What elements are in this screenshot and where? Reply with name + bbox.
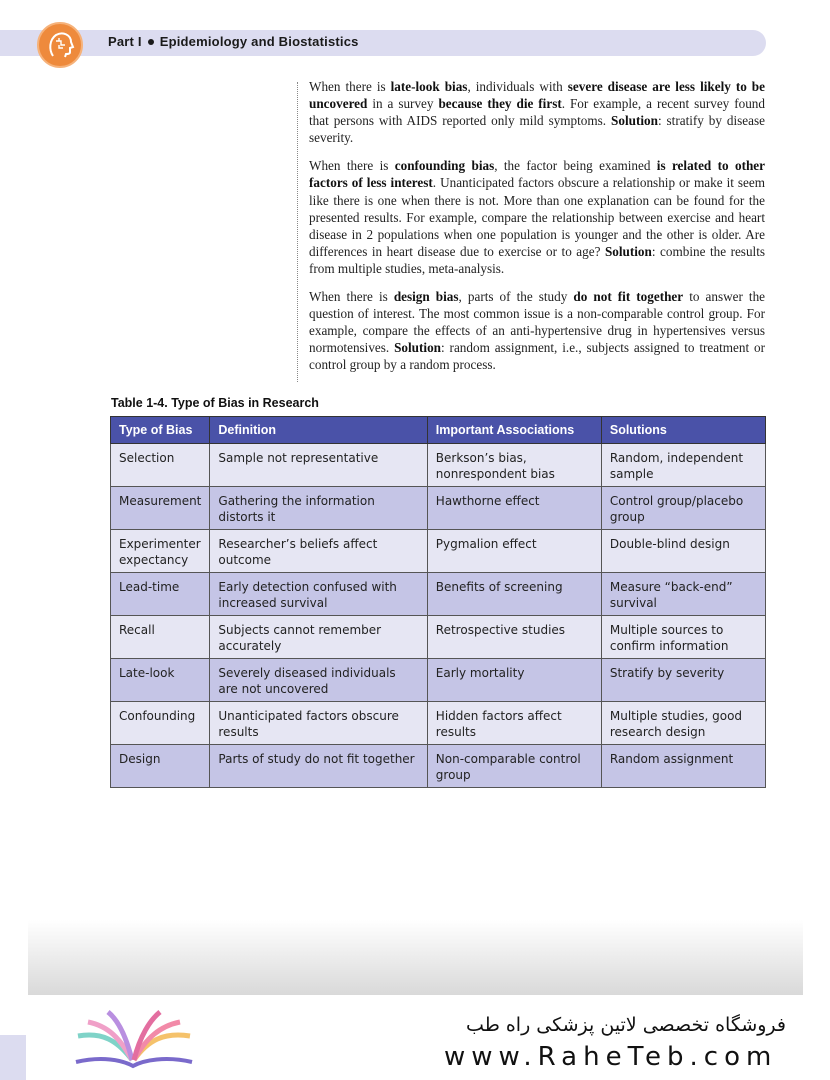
bias-table: [110, 416, 766, 788]
bold-text: Solution: [604, 243, 652, 259]
open-book-logo-svg: [72, 1010, 196, 1070]
text-run: , parts of the study: [458, 289, 574, 305]
table-cell: Hidden factors affect results: [427, 702, 601, 745]
table-cell: Design: [111, 745, 210, 788]
text-run: to answer the question of interest. The most common issue is a non-comparable control group. For example, compare the effects of an anti-hypertensive drug in hypertensives versus normotensives.: [309, 289, 766, 356]
body-paragraph: [309, 78, 765, 146]
table-cell: Recall: [111, 616, 210, 659]
bold-text: late-look bias: [390, 79, 468, 94]
text-run: When there is: [309, 158, 395, 174]
table-row: [111, 444, 766, 487]
bold-text: severe disease are less likely to be uncovered: [309, 79, 765, 112]
table-row: [111, 530, 766, 573]
table-header-cell: Important Associations: [427, 417, 601, 444]
text-run: . For example, a recent survey found that persons with AIDS reported only mild symptoms.: [309, 96, 765, 129]
table-cell: Gathering the information distorts it: [210, 487, 427, 530]
table-body: [111, 444, 766, 788]
text-run: : combine the results from multiple studies, meta-analysis.: [309, 243, 765, 276]
text-run: : stratify by disease severity.: [309, 113, 765, 146]
table-cell: Experimenter expectancy: [111, 530, 210, 573]
header-part: Part I: [108, 34, 142, 49]
table-cell: Selection: [111, 444, 210, 487]
footer-fade: [28, 920, 803, 995]
running-header: [108, 34, 359, 49]
margin-rule: [297, 82, 298, 382]
table-cell: Benefits of screening: [427, 573, 601, 616]
bold-text: Solution: [611, 113, 658, 129]
head-brain-icon: [37, 22, 83, 68]
table-cell: Confounding: [111, 702, 210, 745]
table-cell: Stratify by severity: [601, 659, 765, 702]
text-run: When there is: [309, 289, 394, 305]
bold-text: is related to other factors of less interest: [309, 158, 765, 191]
table-cell: Control group/placebo group: [601, 487, 765, 530]
table-cell: Severely diseased individuals are not uncovered: [210, 659, 427, 702]
table-cell: Hawthorne effect: [427, 487, 601, 530]
body-paragraph: [309, 157, 765, 277]
table-caption: Table 1-4. Type of Bias in Research: [111, 396, 319, 410]
table-cell: Researcher’s beliefs affect outcome: [210, 530, 427, 573]
table-header-cell: Type of Bias: [111, 417, 210, 444]
text-run: in a survey: [367, 96, 439, 112]
text-run: , individuals with: [467, 79, 568, 94]
table-cell: Early detection confused with increased survival: [210, 573, 427, 616]
footer-strip: [0, 1035, 26, 1080]
bold-text: Solution: [394, 340, 442, 356]
table-row: [111, 745, 766, 788]
table-cell: Early mortality: [427, 659, 601, 702]
table-cell: Double-blind design: [601, 530, 765, 573]
footer-store-name: فروشگاه تخصصی لاتین پزشکی راه طب: [466, 1014, 786, 1036]
text-run: When there is: [309, 79, 391, 94]
table-cell: Unanticipated factors obscure results: [210, 702, 427, 745]
text-run: , the factor being examined: [494, 158, 657, 174]
table-cell: Berkson’s bias, nonrespondent bias: [427, 444, 601, 487]
table-row: [111, 573, 766, 616]
table-cell: Measure “back-end” survival: [601, 573, 765, 616]
bold-text: confounding bias: [394, 158, 495, 174]
table-cell: Late-look: [111, 659, 210, 702]
table-cell: Lead-time: [111, 573, 210, 616]
footer-url: www.RaheTeb.com: [444, 1042, 778, 1072]
table-row: [111, 616, 766, 659]
table-row: [111, 659, 766, 702]
table-cell: Non-comparable control group: [427, 745, 601, 788]
table-row: [111, 487, 766, 530]
bold-text: because they die first: [438, 96, 562, 112]
table-row: [111, 702, 766, 745]
head-brain-icon-svg: [39, 24, 81, 66]
table-header-cell: Definition: [210, 417, 427, 444]
table-header-row: [111, 417, 766, 444]
table-header-cell: Solutions: [601, 417, 765, 444]
table-cell: Measurement: [111, 487, 210, 530]
table-cell: Random, independent sample: [601, 444, 765, 487]
table-cell: Sample not representative: [210, 444, 427, 487]
table-cell: Multiple sources to confirm information: [601, 616, 765, 659]
body-paragraph: [309, 288, 765, 373]
table-cell: Pygmalion effect: [427, 530, 601, 573]
bold-text: design bias: [393, 289, 459, 305]
header-bullet: [148, 39, 154, 45]
table-cell: Parts of study do not fit together: [210, 745, 427, 788]
table-cell: Retrospective studies: [427, 616, 601, 659]
text-run: : random assignment, i.e., subjects assigned to treatment or control group by a random process.: [309, 340, 765, 373]
body-text-column: [309, 78, 765, 385]
table-cell: Subjects cannot remember accurately: [210, 616, 427, 659]
text-run: . Unanticipated factors obscure a relationship or make it seem like there is one when there is not. More than one explanation can be found for the presented results. For example, compare the relationship between exercise and heart disease in 2 populations when one population is younger and the other is older. Are differences in heart disease due to exercise or to age?: [309, 175, 765, 259]
bold-text: do not fit together: [573, 289, 684, 305]
table-cell: Random assignment: [601, 745, 765, 788]
header-section: Epidemiology and Biostatistics: [159, 34, 359, 49]
open-book-logo: [72, 1010, 196, 1070]
table-cell: Multiple studies, good research design: [601, 702, 765, 745]
